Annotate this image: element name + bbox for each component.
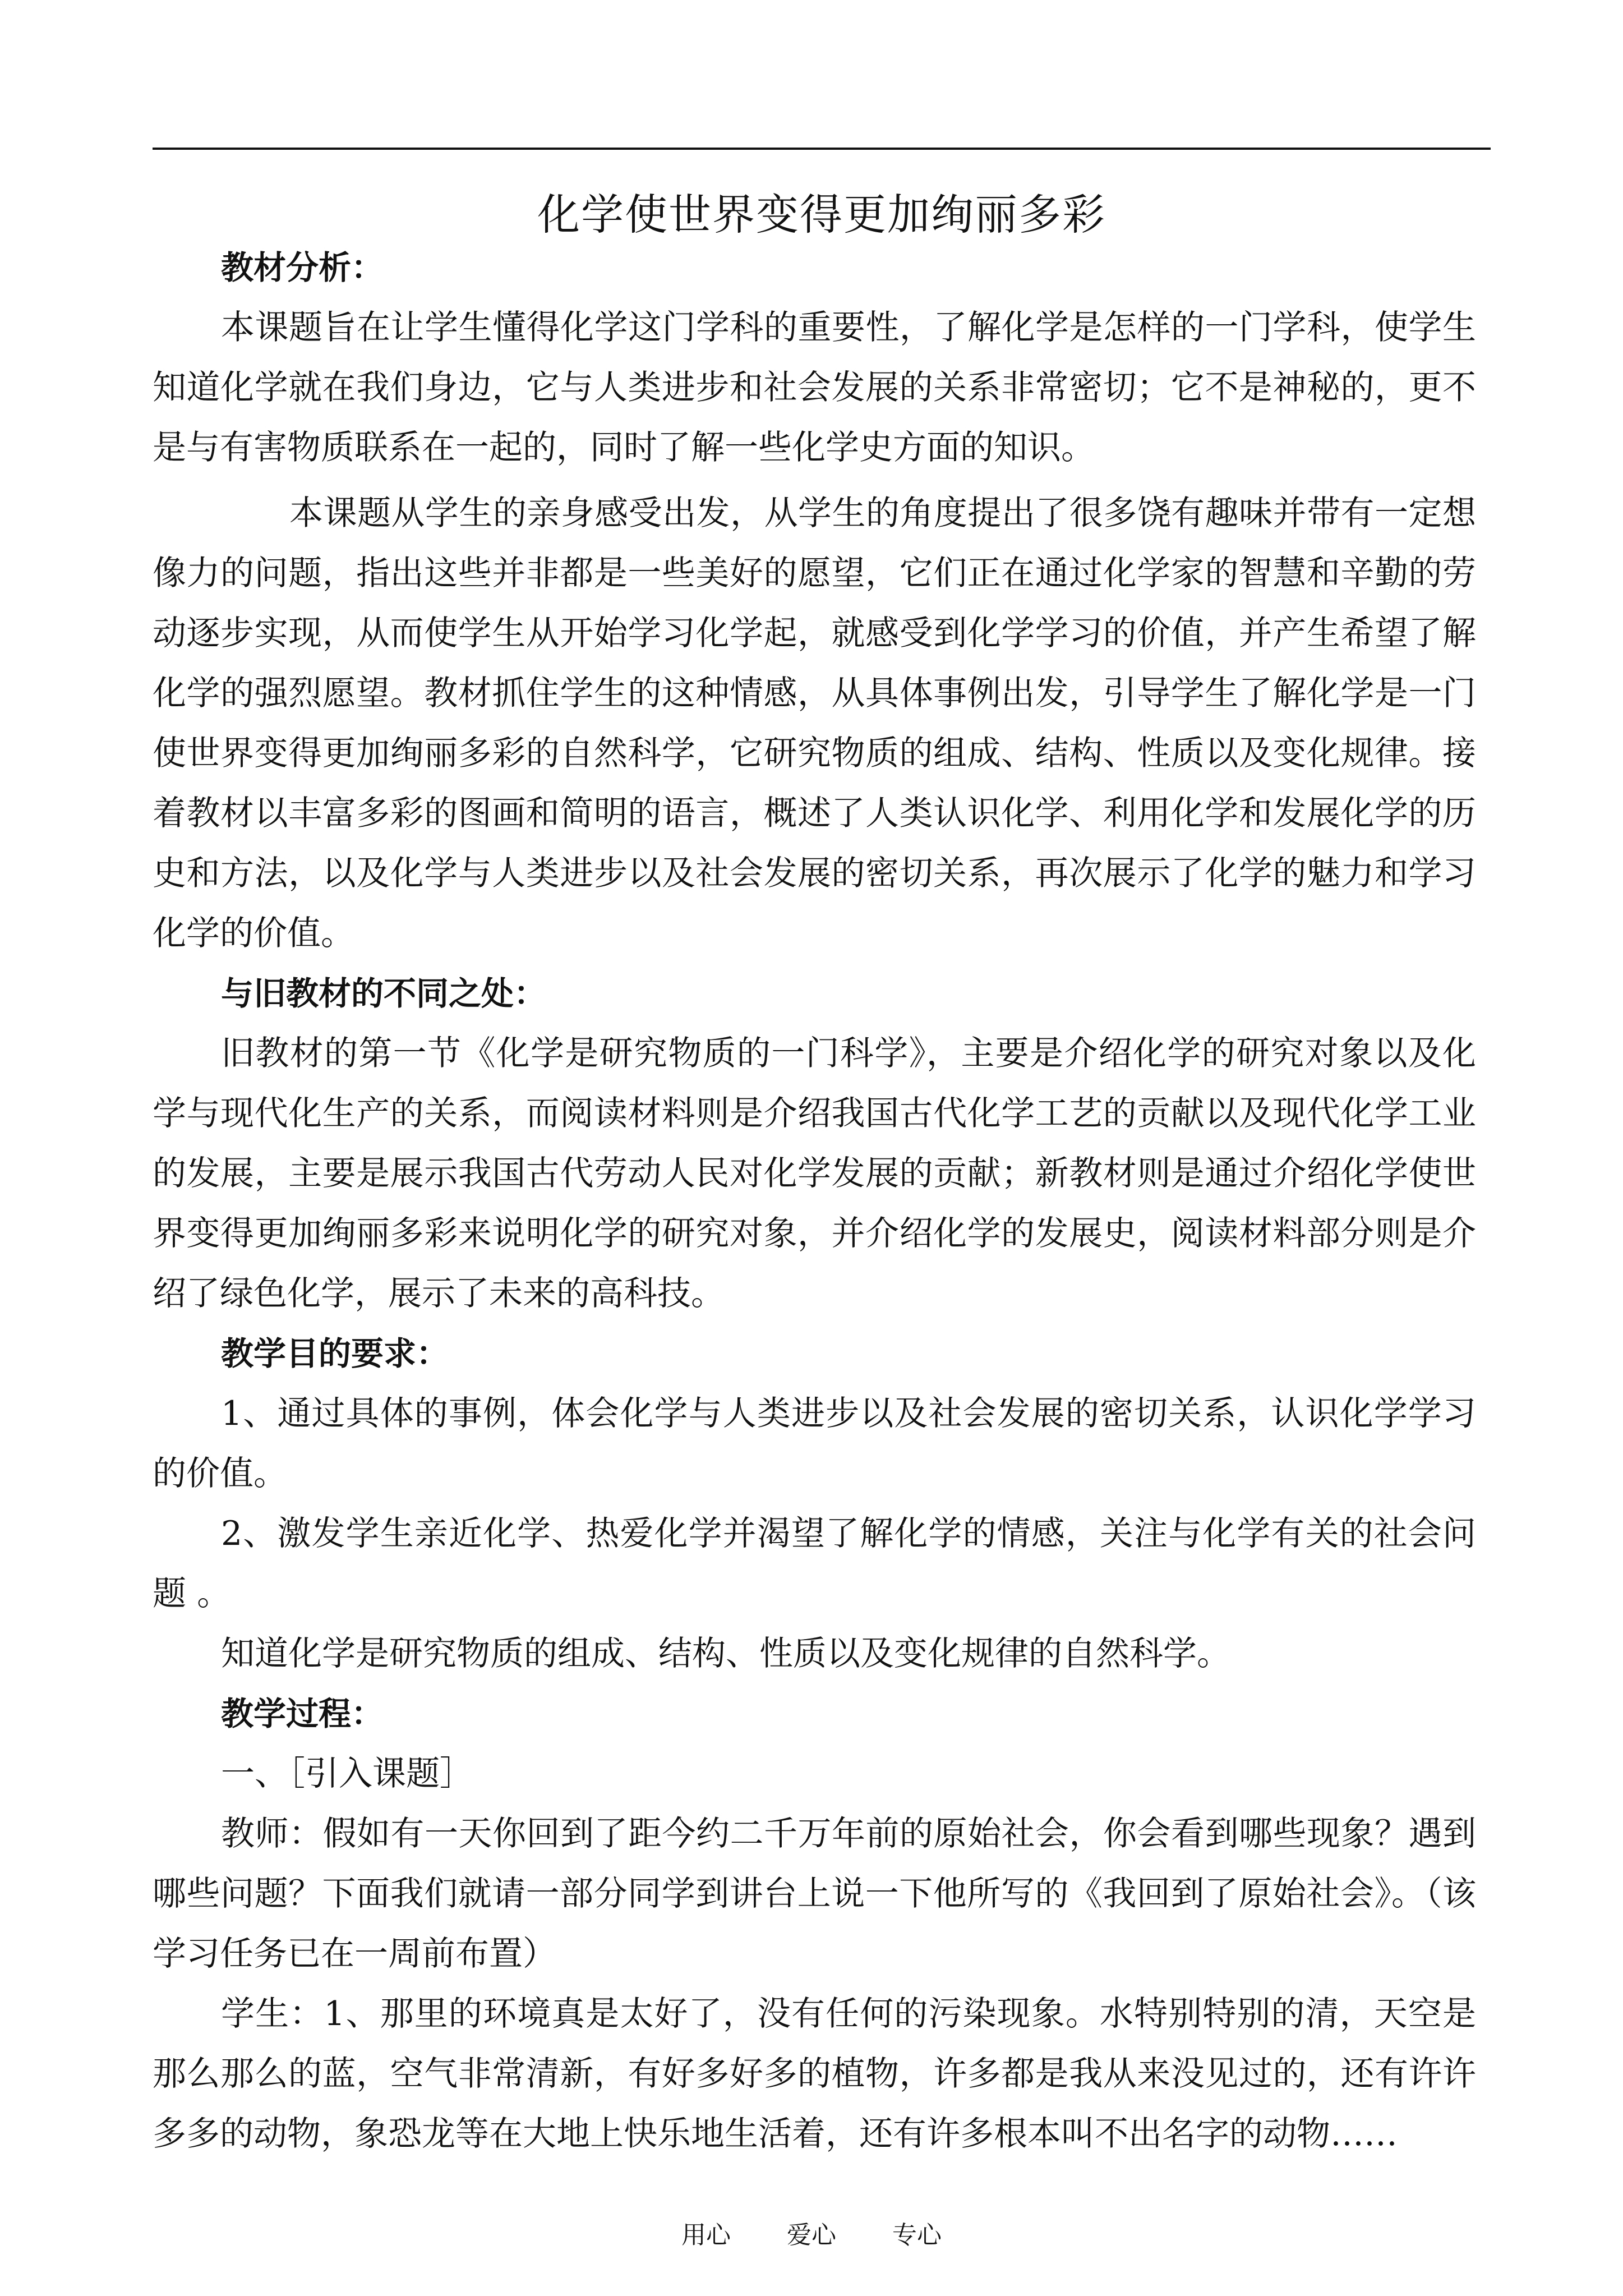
objective-item-3: 知道化学是研究物质的组成、结构、性质以及变化规律的自然科学。 xyxy=(221,1634,1230,1673)
section-heading-objectives: 教学目的要求： xyxy=(221,1335,449,1373)
footer-word: 用心 xyxy=(681,2221,731,2249)
objective-item-2: 2、激发学生亲近化学、热爱化学并渴望了解化学的情感，关注与化学有关的社会问题 。 xyxy=(153,1514,1476,1613)
section-heading-textbook-analysis: 教材分析： xyxy=(221,249,384,287)
objective-item-1: 1、通过具体的事例，体会化学与人类进步以及社会发展的密切关系，认识化学学习的价值。 xyxy=(153,1394,1476,1493)
paragraph-teacher-prompt: 教师：假如有一天你回到了距今约二千万年前的原始社会，你会看到哪些现象？遇到哪些问题？下面我们就请一部分同学到讲台上说一下他所写的《我回到了原始社会》。（该学习任务已在一周前布置） xyxy=(153,1814,1476,1973)
paragraph-topic-approach: 本课题从学生的亲身感受出发，从学生的角度提出了很多饶有趣味并带有一定想像力的问题，指出这些并非都是一些美好的愿望，它们正在通过化学家的智慧和辛勤的劳动逐步实现，从而使学生从开始学习化学起，就感受到化学学习的价值，并产生希望了解化学的强烈愿望。教材抓住学生的这种情感，从具体事例出发，引导学生了解化学是一门使世界变得更加绚丽多彩的自然科学，它研究物质的组成、结构、性质以及变化规律。接着教材以丰富多彩的图画和简明的语言，概述了人类认识化学、利用化学和发展化学的历史和方法，以及化学与人类进步以及社会发展的密切关系，再次展示了化学的魅力和学习化学的价值。 xyxy=(153,494,1476,953)
process-step-intro: 一、［引入课题］ xyxy=(221,1754,473,1793)
paragraph-differences: 旧教材的第一节《化学是研究物质的一门科学》，主要是介绍化学的研究对象以及化学与现代化生产的关系，而阅读材料则是介绍我国古代化学工艺的贡献以及现代化学工业的发展，主要是展示我国古代劳动人民对化学发展的贡献；新教材则是通过介绍化学使世界变得更加绚丽多彩来说明化学的研究对象，并介绍化学的发展史，阅读材料部分则是介绍了绿色化学，展示了未来的高科技。 xyxy=(153,1034,1476,1313)
page-title: 化学使世界变得更加绚丽多彩 xyxy=(537,189,1106,240)
document-body xyxy=(153,238,1476,2164)
paragraph-topic-purpose: 本课题旨在让学生懂得化学这门学科的重要性，了解化学是怎样的一门学科，使学生知道化学就在我们身边，它与人类进步和社会发展的关系非常密切；它不是神秘的，更不是与有害物质联系在一起的，同时了解一些化学史方面的知识。 xyxy=(153,308,1476,467)
footer-word: 专心 xyxy=(892,2221,942,2249)
paragraph-student-response: 学生：1、那里的环境真是太好了，没有任何的污染现象。水特别特别的清，天空是那么那么的蓝，空气非常清新，有好多好多的植物，许多都是我从来没见过的，还有许许多多的动物，象恐龙等在大地上快乐地生活着，还有许多根本叫不出名字的动物…… xyxy=(153,1994,1476,2154)
section-heading-differences: 与旧教材的不同之处： xyxy=(221,974,547,1013)
section-heading-teaching-process: 教学过程： xyxy=(221,1695,384,1733)
footer-word: 爱心 xyxy=(787,2221,836,2249)
page-footer xyxy=(0,2219,1623,2252)
header-rule xyxy=(153,148,1491,150)
